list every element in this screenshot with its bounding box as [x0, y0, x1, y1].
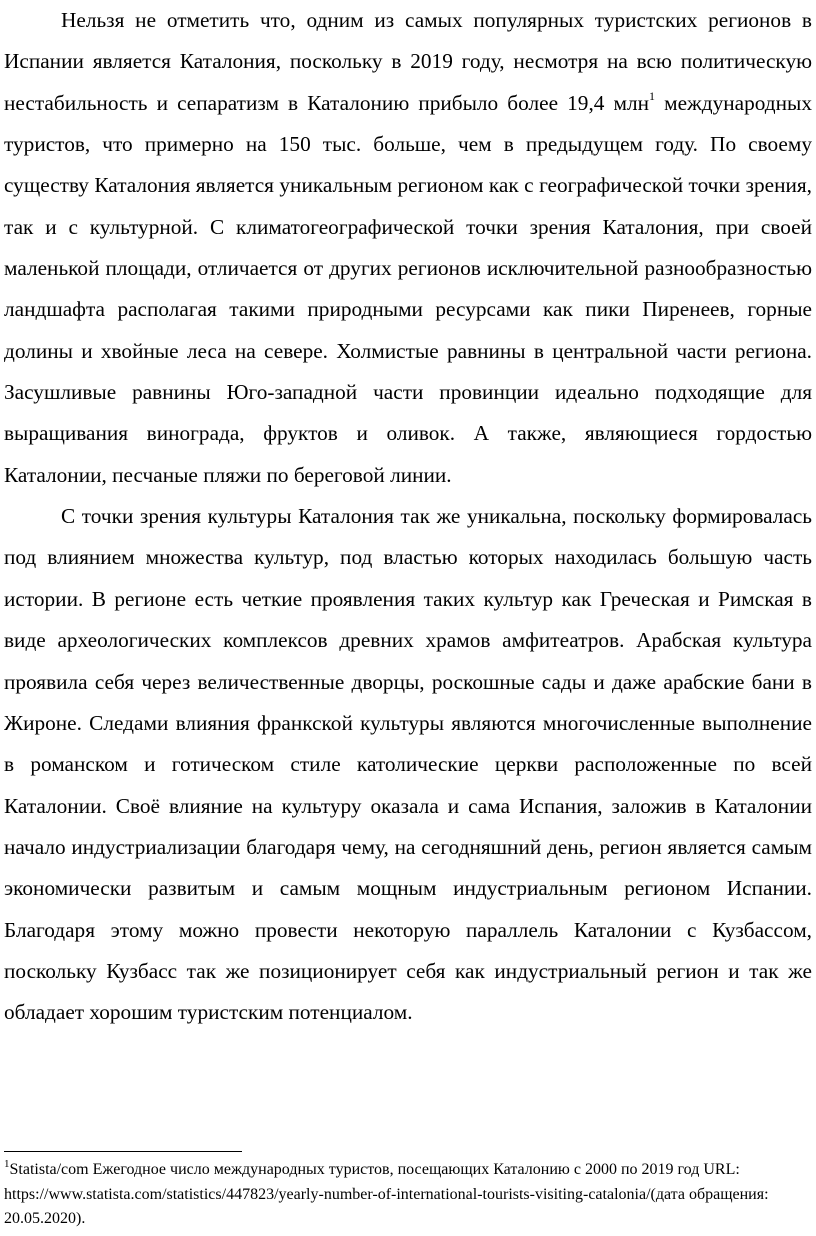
paragraph-1: [4, 0, 812, 496]
paragraph-1-text-end: международных туристов, что примерно на 150 тыс. больше, чем в предыдущем году. По своему существу Каталония является уникальным регионом как с географической точки зрения, так и с культурной. С климатогеографической точки зрения Каталония, при своей маленькой площади, отличается от других регионов исключительной разнообразностью ландшафта располагая такими природными ресурсами как пики Пиренеев, горные долины и хвойные леса на севере. Холмистые равнины в центральной части региона. Засушливые равнины Юго-западной части провинции идеально подходящие для выращивания винограда, фруктов и оливок. А также, являющиеся гордостью Каталонии, песчаные пляжи по береговой линии.: [4, 90, 812, 487]
footnote-text: Statista/com Ежегодное число международных туристов, посещающих Каталонию с 2000 по 2019 год URL: https://www.statista.com/statistics/447823/yearly-number-of-international-tourists-visiting-catalonia/(дата обращения: 20.05.2020).: [4, 1161, 769, 1227]
paragraph-2: С точки зрения культуры Каталония так же уникальна, поскольку формировалась под влиянием множества культур, под властью которых находилась большую часть истории. В регионе есть четкие проявления таких культур как Греческая и Римская в виде археологических комплексов древних храмов амфитеатров. Арабская культура проявила себя через величественные дворцы, роскошные сады и даже арабские бани в Жироне. Следами влияния франкской культуры являются многочисленные выполнение в романском и готическом стиле католические церкви расположенные по всей Каталонии. Своё влияние на культуру оказала и сама Испания, заложив в Каталонии начало индустриализации благодаря чему, на сегодняшний день, регион является самым экономически развитым и самым мощным индустриальным регионом Испании. Благодаря этому можно провести некоторую параллель Каталонии с Кузбассом, поскольку Кузбасс так же позиционирует себя как индустриальный регион и так же обладает хорошим туристским потенциалом.: [4, 504, 812, 1025]
footnote: [4, 1158, 812, 1232]
body-text: [4, 0, 812, 1034]
footnote-mark: 1: [4, 1157, 10, 1170]
footnote-separator: [4, 1151, 242, 1152]
paragraph-1-text-start: Нельзя не отметить что, одним из самых популярных туристских регионов в Испании является Каталония, поскольку в 2019 году, несмотря на всю политическую нестабильность и сепаратизм в Каталонию прибыло более 19,4 млн: [4, 8, 812, 115]
footnote-reference: 1: [649, 88, 656, 103]
